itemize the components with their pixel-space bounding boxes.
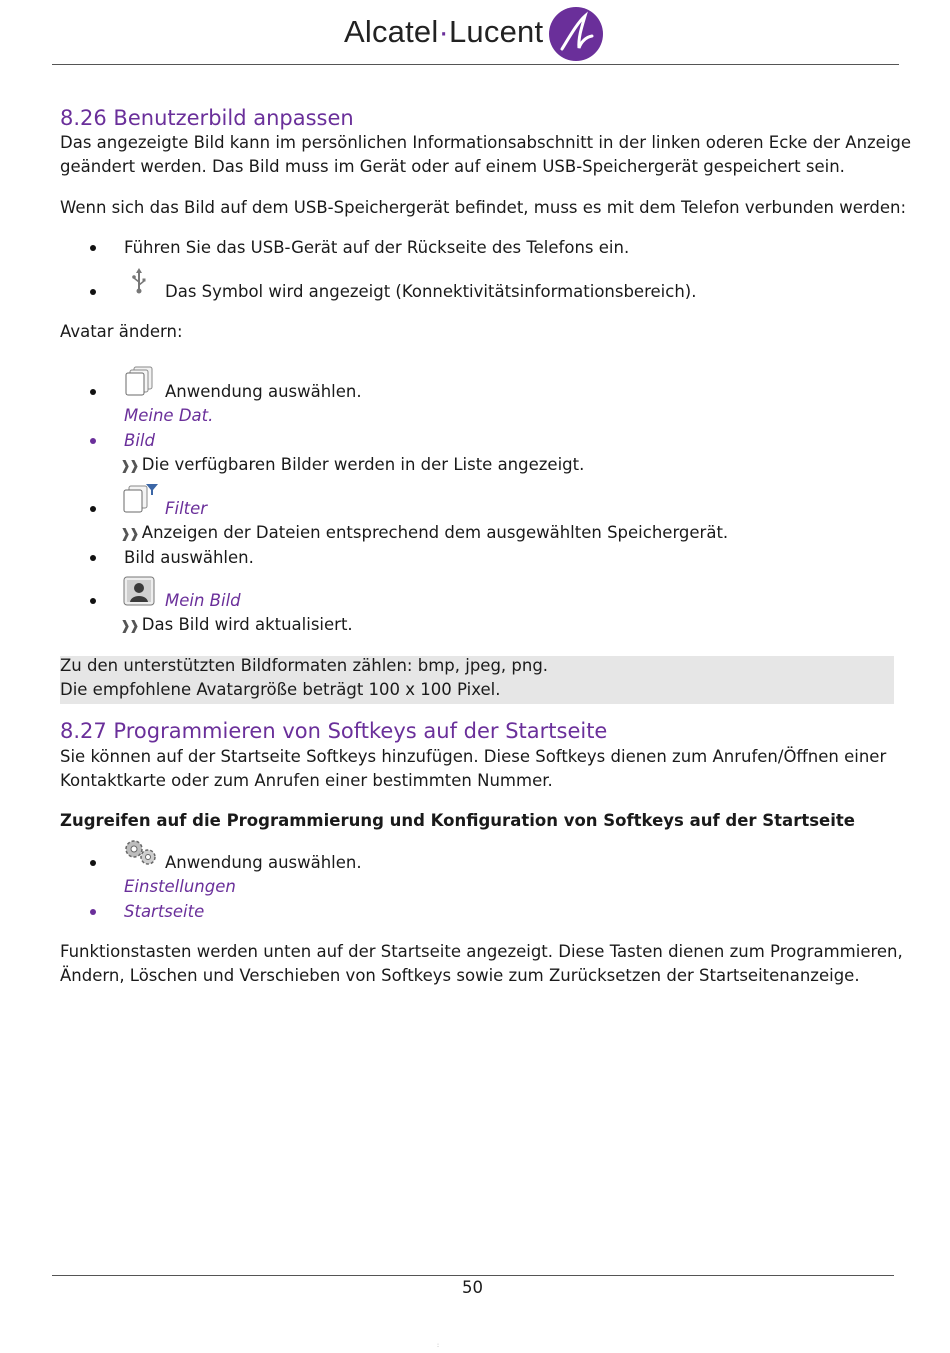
section-title-826: 8.26 Benutzerbild anpassen <box>60 106 354 130</box>
result-filter-line <box>120 523 728 542</box>
result-filter: Anzeigen der Dateien entsprechend dem ausgewählten Speichergerät. <box>141 523 729 542</box>
outro-827-line2: Ändern, Löschen und Verschieben von Softkeys sowie zum Zurücksetzen der Startseitenanzeige. <box>60 966 860 985</box>
usb-intro: Wenn sich das Bild auf dem USB-Speichergerät befindet, muss es mit dem Telefon verbunden werden: <box>60 198 907 217</box>
usb-step-insert: Führen Sie das USB-Gerät auf der Rückseite des Telefons ein. <box>124 238 630 257</box>
intro-827-line1: Sie können auf der Startseite Softkeys hinzufügen. Diese Softkeys dienen zum Anrufen/Öffnen einer <box>60 747 887 766</box>
bullet <box>90 555 96 561</box>
result-arrow-icon: ❱❱ <box>120 527 138 542</box>
bullet <box>90 860 96 866</box>
step-home: Startseite <box>124 902 205 921</box>
brand-right: Lucent <box>448 14 544 49</box>
subheading-827: Zugreifen auf die Programmierung und Konfiguration von Softkeys auf der Startseite <box>60 811 855 830</box>
avatar-label: Avatar ändern: <box>60 322 183 341</box>
step-mydata: Meine Dat. <box>124 406 214 425</box>
step-settings: Einstellungen <box>124 877 236 896</box>
step-select: Bild auswählen. <box>124 548 254 567</box>
result-list: Die verfügbaren Bilder werden in der Liste angezeigt. <box>141 455 585 474</box>
bullet <box>90 438 96 444</box>
bullet <box>90 506 96 512</box>
step-app-827: Anwendung auswählen. <box>165 853 362 872</box>
step-mypic: Mein Bild <box>165 591 241 610</box>
step-image: Bild <box>124 431 155 450</box>
intro-827-line2: Kontaktkarte oder zum Anrufen einer bestimmten Nummer. <box>60 771 553 790</box>
result-arrow-icon: ❱❱ <box>120 619 138 634</box>
note-line2: Die empfohlene Avatargröße beträgt 100 x 100 Pixel. <box>60 680 501 699</box>
bullet <box>90 245 96 251</box>
step-app-826: Anwendung auswählen. <box>165 382 362 401</box>
result-arrow-icon: ❱❱ <box>120 459 138 474</box>
result-updated-line <box>120 615 353 634</box>
alcatel-lucent-logo <box>548 6 604 62</box>
bullet <box>90 909 96 915</box>
section-title-827: 8.27 Programmieren von Softkeys auf der Startseite <box>60 719 608 743</box>
page-number: 50 <box>462 1278 483 1297</box>
intro-826-line2: geändert werden. Das Bild muss im Gerät oder auf einem USB-Speichergerät gespeichert sein. <box>60 157 845 176</box>
footer-rule <box>52 1275 894 1276</box>
picture-icon <box>123 576 155 606</box>
stray-mark: : <box>437 1342 440 1349</box>
brand-left: Alcatel <box>344 14 439 49</box>
usb-step-symbol: Das Symbol wird angezeigt (Konnektivitätsinformationsbereich). <box>165 282 697 301</box>
filter-icon <box>122 482 160 514</box>
usb-icon <box>131 268 147 294</box>
header-rule <box>52 64 899 65</box>
outro-827-line1: Funktionstasten werden unten auf der Startseite angezeigt. Diese Tasten dienen zum Programmieren, <box>60 942 903 961</box>
files-icon <box>124 366 156 396</box>
brand-dot: · <box>438 14 449 49</box>
settings-icon <box>122 837 160 869</box>
note-line1: Zu den unterstützten Bildformaten zählen: bmp, jpeg, png. <box>60 656 549 675</box>
intro-826-line1: Das angezeigte Bild kann im persönlichen Informationsabschnitt in der linken oderen Ecke der Anzeige <box>60 133 912 152</box>
step-filter: Filter <box>165 499 208 518</box>
bullet <box>90 289 96 295</box>
result-list-line <box>120 455 584 474</box>
bullet <box>90 598 96 604</box>
bullet <box>90 389 96 395</box>
brand-name <box>344 14 543 50</box>
result-updated: Das Bild wird aktualisiert. <box>141 615 353 634</box>
